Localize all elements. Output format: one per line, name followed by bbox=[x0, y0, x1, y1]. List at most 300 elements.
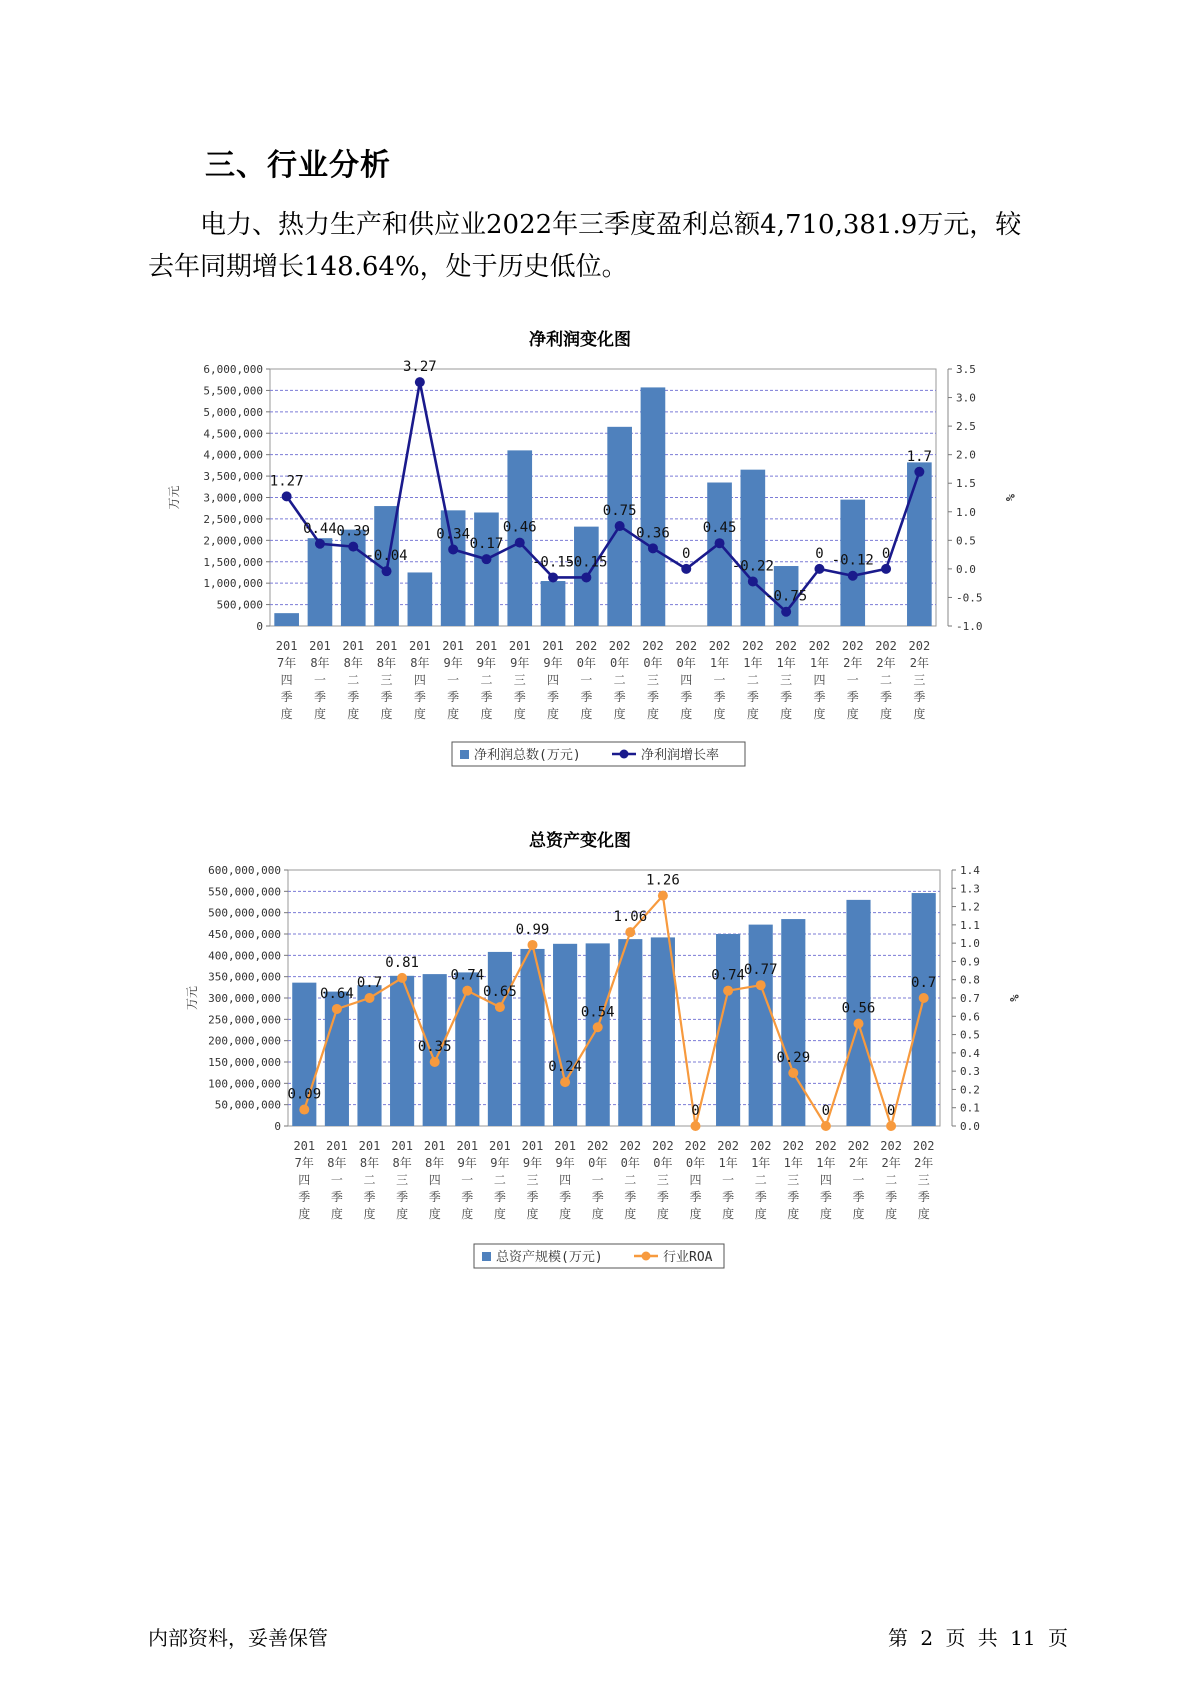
x-tick-label: 202 bbox=[875, 639, 897, 653]
y2-tick-label: 1.0 bbox=[956, 505, 976, 519]
x-tick-label: 201 bbox=[442, 639, 464, 653]
x-tick-label: 四 bbox=[559, 1173, 572, 1187]
bar bbox=[292, 983, 316, 1126]
y2-tick-label: 0.5 bbox=[960, 1028, 980, 1042]
data-label: 0.74 bbox=[450, 967, 485, 984]
x-tick-label: 度 bbox=[380, 707, 393, 721]
bar bbox=[520, 949, 544, 1126]
chart1-title: 净利润变化图 bbox=[529, 330, 631, 350]
data-label: 0 bbox=[815, 545, 824, 562]
x-tick-label: 度 bbox=[885, 1207, 898, 1221]
x-tick-label: 202 bbox=[782, 1139, 805, 1153]
line-point bbox=[332, 1004, 342, 1014]
x-tick-label: 度 bbox=[624, 1207, 637, 1221]
x-tick-label: 202 bbox=[619, 1139, 642, 1153]
x-tick-label: 度 bbox=[413, 707, 426, 721]
x-tick-label: 一 bbox=[313, 673, 326, 687]
x-tick-label: 度 bbox=[754, 1207, 767, 1221]
x-tick-label: 度 bbox=[330, 1207, 343, 1221]
x-tick-label: 201 bbox=[554, 1139, 576, 1153]
x-tick-label: 2年 bbox=[843, 656, 863, 670]
y-tick-label: 0 bbox=[274, 1120, 281, 1133]
x-tick-label: 一 bbox=[461, 1173, 474, 1187]
data-label: 1.7 bbox=[906, 448, 932, 465]
y2-tick-label: 0.1 bbox=[960, 1101, 980, 1115]
x-tick-label: 0年 bbox=[685, 1156, 706, 1170]
x-tick-label: 度 bbox=[646, 707, 659, 721]
x-tick-label: 202 bbox=[652, 1139, 674, 1153]
x-tick-label: 201 bbox=[542, 639, 564, 653]
x-tick-label: 0年 bbox=[620, 1156, 640, 1170]
x-tick-label: 202 bbox=[775, 639, 797, 653]
x-tick-label: 四 bbox=[428, 1173, 441, 1187]
x-tick-label: 202 bbox=[880, 1139, 902, 1153]
y-tick-label: 350,000,000 bbox=[208, 970, 281, 984]
x-tick-label: 二 bbox=[746, 673, 759, 687]
x-tick-label: 1年 bbox=[783, 1156, 803, 1170]
data-label: 0.45 bbox=[702, 520, 737, 537]
data-label: 0 bbox=[886, 1103, 896, 1119]
y2-tick-label: 0.8 bbox=[960, 973, 980, 987]
y-tick-label: 1,000,000 bbox=[203, 577, 263, 591]
x-tick-label: 8年 bbox=[310, 656, 330, 670]
x-tick-label: 季 bbox=[591, 1190, 604, 1204]
y2-axis-title: % bbox=[1007, 994, 1021, 1002]
x-tick-label: 202 bbox=[841, 639, 864, 653]
x-tick-label: 季 bbox=[746, 690, 759, 704]
data-label: 0 bbox=[821, 1103, 831, 1119]
x-tick-label: 201 bbox=[275, 639, 298, 653]
footer-confidential: 内部资料，妥善保管 bbox=[148, 1626, 328, 1650]
x-tick-label: 季 bbox=[347, 690, 360, 704]
x-tick-label: 度 bbox=[298, 1207, 311, 1221]
x-tick-label: 201 bbox=[409, 639, 431, 653]
data-label: 0.17 bbox=[469, 536, 504, 553]
x-tick-label: 度 bbox=[591, 1207, 604, 1221]
x-tick-label: 季 bbox=[461, 1190, 474, 1204]
x-tick-label: 度 bbox=[480, 707, 493, 721]
x-tick-label: 8年 bbox=[376, 656, 397, 670]
data-label: 0.7 bbox=[356, 975, 383, 991]
x-tick-label: 季 bbox=[613, 690, 626, 704]
x-tick-label: 度 bbox=[428, 1207, 441, 1221]
line-point bbox=[462, 986, 472, 996]
x-tick-label: 二 bbox=[880, 673, 893, 687]
x-tick-label: 度 bbox=[580, 707, 593, 721]
y-tick-label: 250,000,000 bbox=[208, 1013, 281, 1027]
x-tick-label: 度 bbox=[722, 1207, 735, 1221]
bar bbox=[488, 952, 512, 1126]
x-tick-label: 季 bbox=[493, 1190, 506, 1204]
line-point bbox=[756, 980, 766, 990]
x-tick-label: 度 bbox=[559, 1207, 572, 1221]
data-label: 0.77 bbox=[743, 962, 778, 979]
x-tick-label: 度 bbox=[313, 707, 326, 721]
data-label: 0.64 bbox=[320, 985, 354, 1002]
x-tick-label: 2年 bbox=[909, 656, 929, 670]
line-point bbox=[299, 1105, 309, 1115]
x-tick-label: 三 bbox=[917, 1173, 930, 1187]
y2-tick-label: 3.0 bbox=[956, 391, 976, 405]
x-tick-label: 季 bbox=[298, 1190, 311, 1204]
y2-tick-label: 0.0 bbox=[960, 1120, 980, 1133]
x-tick-label: 季 bbox=[880, 690, 893, 704]
y-tick-label: 2,000,000 bbox=[203, 534, 263, 548]
paragraph-line-1: 电力、热力生产和供应业2022年三季度盈利总额4,710,381.9万元，较 bbox=[200, 210, 1022, 240]
x-tick-label: 度 bbox=[547, 707, 560, 721]
data-label: 0.36 bbox=[636, 525, 670, 542]
x-tick-label: 度 bbox=[493, 1207, 506, 1221]
x-tick-label: 0年 bbox=[610, 656, 630, 670]
line-point bbox=[528, 940, 538, 950]
x-tick-label: 202 bbox=[808, 639, 831, 653]
x-tick-label: 201 bbox=[521, 1139, 544, 1153]
x-tick-label: 季 bbox=[819, 1190, 832, 1204]
x-tick-label: 三 bbox=[913, 673, 926, 687]
x-tick-label: 四 bbox=[547, 673, 560, 687]
line-point bbox=[560, 1077, 570, 1087]
x-tick-label: 度 bbox=[787, 1207, 800, 1221]
data-label: 0 bbox=[682, 545, 691, 562]
x-tick-label: 季 bbox=[780, 690, 793, 704]
x-tick-label: 三 bbox=[380, 673, 393, 687]
x-tick-label: 202 bbox=[708, 639, 731, 653]
y2-tick-label: 3.5 bbox=[956, 363, 976, 376]
x-tick-label: 季 bbox=[852, 1190, 865, 1204]
x-tick-label: 四 bbox=[298, 1173, 311, 1187]
y2-tick-label: -1.0 bbox=[956, 620, 983, 633]
x-tick-label: 202 bbox=[675, 639, 698, 653]
x-tick-label: 季 bbox=[846, 690, 859, 704]
paragraph-line-2: 去年同期增长148.64%，处于历史低位。 bbox=[148, 252, 628, 282]
x-tick-label: 季 bbox=[280, 690, 293, 704]
x-tick-label: 二 bbox=[754, 1173, 767, 1187]
x-tick-label: 季 bbox=[547, 690, 560, 704]
y2-tick-label: 0.0 bbox=[956, 562, 976, 576]
y-tick-label: 600,000,000 bbox=[208, 864, 281, 877]
x-tick-label: 一 bbox=[330, 1173, 343, 1187]
y2-tick-label: 2.0 bbox=[956, 448, 976, 462]
x-tick-label: 季 bbox=[689, 1190, 702, 1204]
data-label: -0.15 bbox=[565, 554, 608, 571]
x-tick-label: 7年 bbox=[294, 1156, 314, 1170]
x-tick-label: 9年 bbox=[555, 1156, 575, 1170]
x-tick-label: 202 bbox=[608, 639, 631, 653]
x-tick-label: 度 bbox=[880, 707, 893, 721]
x-tick-label: 度 bbox=[680, 707, 693, 721]
bar bbox=[553, 944, 577, 1126]
x-tick-label: 三 bbox=[656, 1173, 669, 1187]
y2-tick-label: 0.6 bbox=[960, 1010, 980, 1024]
y-axis-title: 万元 bbox=[185, 985, 199, 1011]
x-tick-label: 四 bbox=[413, 673, 426, 687]
data-label: 0.7 bbox=[911, 975, 937, 991]
x-tick-label: 一 bbox=[447, 673, 460, 687]
line-point bbox=[821, 1121, 831, 1131]
line-point bbox=[691, 1121, 701, 1131]
x-tick-label: 202 bbox=[742, 639, 764, 653]
line-point bbox=[495, 1002, 505, 1012]
x-tick-label: 202 bbox=[575, 639, 598, 653]
data-label: 0.24 bbox=[548, 1059, 582, 1076]
data-label: -0.12 bbox=[831, 552, 874, 569]
x-tick-label: 度 bbox=[526, 1207, 539, 1221]
x-tick-label: 2年 bbox=[881, 1156, 901, 1170]
data-label: 1.27 bbox=[269, 473, 304, 490]
y-tick-label: 500,000,000 bbox=[208, 906, 281, 920]
x-tick-label: 二 bbox=[624, 1173, 637, 1187]
line-point bbox=[788, 1068, 798, 1078]
x-tick-label: 一 bbox=[722, 1173, 735, 1187]
x-tick-label: 0年 bbox=[676, 656, 696, 670]
y2-tick-label: 0.3 bbox=[960, 1065, 980, 1079]
y2-tick-label: 0.7 bbox=[960, 992, 980, 1005]
y-tick-label: 1,500,000 bbox=[203, 555, 263, 569]
y2-tick-label: 1.0 bbox=[960, 937, 980, 951]
line-point bbox=[658, 891, 668, 901]
x-tick-label: 二 bbox=[480, 673, 493, 687]
x-tick-label: 8年 bbox=[327, 1156, 347, 1170]
y2-tick-label: 0.9 bbox=[960, 955, 980, 969]
x-tick-label: 201 bbox=[293, 1139, 316, 1153]
y2-tick-label: -0.5 bbox=[956, 591, 983, 605]
data-label: 0.75 bbox=[602, 503, 637, 520]
x-tick-label: 202 bbox=[586, 1139, 609, 1153]
x-tick-label: 度 bbox=[613, 707, 626, 721]
x-tick-label: 1年 bbox=[816, 1156, 836, 1170]
x-tick-label: 201 bbox=[489, 1139, 511, 1153]
x-tick-label: 度 bbox=[819, 1207, 832, 1221]
x-tick-label: 二 bbox=[347, 673, 360, 687]
line-point bbox=[430, 1057, 440, 1067]
x-tick-label: 1年 bbox=[743, 656, 763, 670]
x-tick-label: 季 bbox=[330, 1190, 343, 1204]
x-tick-label: 季 bbox=[713, 690, 726, 704]
x-tick-label: 季 bbox=[646, 690, 659, 704]
x-tick-label: 202 bbox=[684, 1139, 707, 1153]
data-label: 0.35 bbox=[417, 1039, 452, 1055]
x-tick-label: 度 bbox=[363, 1207, 376, 1221]
data-label: 0.74 bbox=[711, 967, 745, 984]
y2-tick-label: 1.4 bbox=[960, 864, 980, 877]
x-tick-label: 季 bbox=[380, 690, 393, 704]
x-tick-label: 季 bbox=[363, 1190, 376, 1204]
x-tick-label: 度 bbox=[513, 707, 526, 721]
x-tick-label: 度 bbox=[656, 1207, 669, 1221]
x-tick-label: 季 bbox=[480, 690, 493, 704]
y-tick-label: 5,500,000 bbox=[203, 384, 263, 398]
x-tick-label: 二 bbox=[493, 1173, 506, 1187]
x-tick-label: 202 bbox=[749, 1139, 772, 1153]
x-tick-label: 度 bbox=[396, 1207, 409, 1221]
x-tick-label: 0年 bbox=[588, 1156, 608, 1170]
data-label: 0.65 bbox=[483, 984, 517, 1001]
y-tick-label: 4,500,000 bbox=[203, 427, 263, 441]
x-tick-label: 度 bbox=[852, 1207, 865, 1221]
section-heading: 三、行业分析 bbox=[205, 148, 391, 183]
x-tick-label: 9年 bbox=[490, 1156, 510, 1170]
y-tick-label: 5,000,000 bbox=[203, 405, 263, 419]
x-tick-label: 季 bbox=[787, 1190, 800, 1204]
data-label: 0 bbox=[691, 1103, 700, 1119]
line-point bbox=[723, 986, 733, 996]
x-tick-label: 度 bbox=[689, 1207, 702, 1221]
x-tick-label: 季 bbox=[917, 1190, 930, 1204]
x-tick-label: 8年 bbox=[343, 656, 363, 670]
x-tick-label: 201 bbox=[342, 639, 365, 653]
y2-tick-label: 1.3 bbox=[960, 882, 980, 896]
bar bbox=[912, 893, 936, 1126]
x-tick-label: 四 bbox=[689, 1173, 702, 1187]
x-tick-label: 三 bbox=[526, 1173, 539, 1187]
bar bbox=[586, 943, 610, 1126]
x-tick-label: 季 bbox=[913, 690, 926, 704]
x-tick-label: 8年 bbox=[392, 1156, 412, 1170]
x-tick-label: 0年 bbox=[643, 656, 663, 670]
x-tick-label: 度 bbox=[280, 707, 293, 721]
line-point bbox=[365, 993, 375, 1003]
x-tick-label: 度 bbox=[347, 707, 360, 721]
y-axis-title: 万元 bbox=[167, 485, 181, 510]
x-tick-label: 9年 bbox=[457, 1156, 477, 1170]
y2-tick-label: 2.5 bbox=[956, 420, 976, 434]
x-tick-label: 度 bbox=[846, 707, 859, 721]
y2-axis-title: % bbox=[1003, 493, 1017, 502]
x-tick-label: 度 bbox=[917, 1207, 930, 1221]
x-tick-label: 201 bbox=[309, 639, 331, 653]
x-tick-label: 1年 bbox=[809, 656, 830, 670]
x-tick-label: 2年 bbox=[914, 1156, 934, 1170]
x-tick-label: 1年 bbox=[776, 656, 796, 670]
x-tick-label: 季 bbox=[396, 1190, 409, 1204]
x-tick-label: 二 bbox=[363, 1173, 376, 1187]
x-tick-label: 一 bbox=[846, 673, 859, 687]
legend-line-label: 净利润增长率 bbox=[641, 748, 720, 763]
x-tick-label: 季 bbox=[813, 690, 826, 704]
x-tick-label: 7年 bbox=[277, 656, 297, 670]
x-tick-label: 四 bbox=[280, 673, 293, 687]
x-tick-label: 2年 bbox=[848, 1156, 869, 1170]
x-tick-label: 201 bbox=[508, 639, 531, 653]
legend-bar-label: 总资产规模(万元) bbox=[496, 1250, 603, 1265]
x-tick-label: 度 bbox=[447, 707, 460, 721]
legend-line-label: 行业ROA bbox=[663, 1250, 713, 1265]
x-tick-label: 202 bbox=[912, 1139, 935, 1153]
y-tick-label: 500,000 bbox=[216, 598, 263, 612]
x-tick-label: 四 bbox=[813, 673, 826, 687]
y2-tick-label: 0.4 bbox=[960, 1046, 980, 1060]
data-label: 0.44 bbox=[303, 520, 337, 537]
x-tick-label: 度 bbox=[713, 707, 726, 721]
x-tick-label: 202 bbox=[815, 1139, 837, 1153]
y-tick-label: 300,000,000 bbox=[208, 992, 281, 1005]
line-point bbox=[625, 927, 635, 937]
y-tick-label: 450,000,000 bbox=[208, 928, 281, 941]
y2-tick-label: 1.1 bbox=[960, 918, 980, 932]
x-tick-label: 9年 bbox=[510, 656, 530, 670]
legend-bar-swatch bbox=[482, 1252, 491, 1261]
x-tick-label: 三 bbox=[646, 673, 659, 687]
x-tick-label: 9年 bbox=[522, 1156, 543, 1170]
y-tick-label: 3,000,000 bbox=[203, 491, 263, 505]
y2-tick-label: 1.5 bbox=[956, 477, 976, 491]
x-tick-label: 度 bbox=[746, 707, 759, 721]
y-tick-label: 200,000,000 bbox=[208, 1034, 281, 1048]
x-tick-label: 季 bbox=[580, 690, 593, 704]
x-tick-label: 9年 bbox=[443, 656, 463, 670]
x-tick-label: 2年 bbox=[876, 656, 896, 670]
x-tick-label: 三 bbox=[787, 1173, 800, 1187]
x-tick-label: 9年 bbox=[543, 656, 563, 670]
line-point bbox=[397, 973, 407, 983]
y-tick-label: 100,000,000 bbox=[208, 1077, 281, 1091]
data-label: -0.15 bbox=[531, 554, 575, 571]
y2-tick-label: 0.5 bbox=[956, 534, 976, 548]
x-tick-label: 一 bbox=[852, 1173, 865, 1187]
x-tick-label: 201 bbox=[375, 639, 398, 653]
x-tick-label: 度 bbox=[461, 1207, 474, 1221]
y-tick-label: 6,000,000 bbox=[203, 363, 263, 376]
data-label: 0.39 bbox=[336, 523, 371, 540]
data-label: 0.29 bbox=[776, 1049, 811, 1066]
x-tick-label: 季 bbox=[624, 1190, 637, 1204]
y-tick-label: 3,500,000 bbox=[203, 470, 263, 484]
data-label: 0.56 bbox=[841, 1000, 876, 1017]
x-tick-label: 三 bbox=[396, 1173, 409, 1187]
x-tick-label: 四 bbox=[680, 673, 693, 687]
x-tick-label: 201 bbox=[358, 1139, 381, 1153]
x-tick-label: 202 bbox=[717, 1139, 739, 1153]
y-tick-label: 550,000,000 bbox=[208, 885, 281, 899]
data-label: 0.34 bbox=[436, 526, 471, 543]
y-tick-label: 0 bbox=[256, 620, 263, 633]
data-label: -0.22 bbox=[731, 558, 774, 575]
x-tick-label: 度 bbox=[913, 707, 926, 721]
y-tick-label: 50,000,000 bbox=[214, 1098, 281, 1112]
y-tick-label: 400,000,000 bbox=[208, 949, 281, 963]
data-label: 0 bbox=[881, 545, 891, 562]
data-label: 0.99 bbox=[515, 921, 550, 938]
x-tick-label: 季 bbox=[413, 690, 426, 704]
x-tick-label: 季 bbox=[447, 690, 460, 704]
data-label: -0.04 bbox=[365, 548, 408, 565]
y2-tick-label: 0.2 bbox=[960, 1083, 980, 1097]
line-point bbox=[886, 1121, 896, 1131]
bar bbox=[618, 939, 642, 1126]
y-tick-label: 150,000,000 bbox=[208, 1056, 281, 1069]
x-tick-label: 201 bbox=[423, 1139, 446, 1153]
x-tick-label: 201 bbox=[475, 639, 498, 653]
chart2-title: 总资产变化图 bbox=[529, 831, 631, 851]
x-tick-label: 201 bbox=[326, 1139, 348, 1153]
legend-bar-label: 净利润总数(万元) bbox=[474, 748, 581, 763]
x-tick-label: 季 bbox=[559, 1190, 572, 1204]
data-label: 0.81 bbox=[385, 954, 419, 971]
x-tick-label: 四 bbox=[819, 1173, 832, 1187]
x-tick-label: 季 bbox=[680, 690, 693, 704]
x-tick-label: 8年 bbox=[359, 1156, 380, 1170]
x-tick-label: 一 bbox=[580, 673, 593, 687]
y-tick-label: 2,500,000 bbox=[203, 512, 263, 526]
x-tick-label: 一 bbox=[591, 1173, 604, 1187]
y2-tick-label: 1.2 bbox=[960, 900, 980, 914]
data-label: 0.54 bbox=[580, 1004, 615, 1021]
bar bbox=[357, 985, 381, 1126]
data-label: 1.06 bbox=[613, 909, 648, 926]
line-point bbox=[919, 993, 929, 1003]
x-tick-label: 二 bbox=[885, 1173, 898, 1187]
data-label: 3.27 bbox=[402, 359, 437, 376]
